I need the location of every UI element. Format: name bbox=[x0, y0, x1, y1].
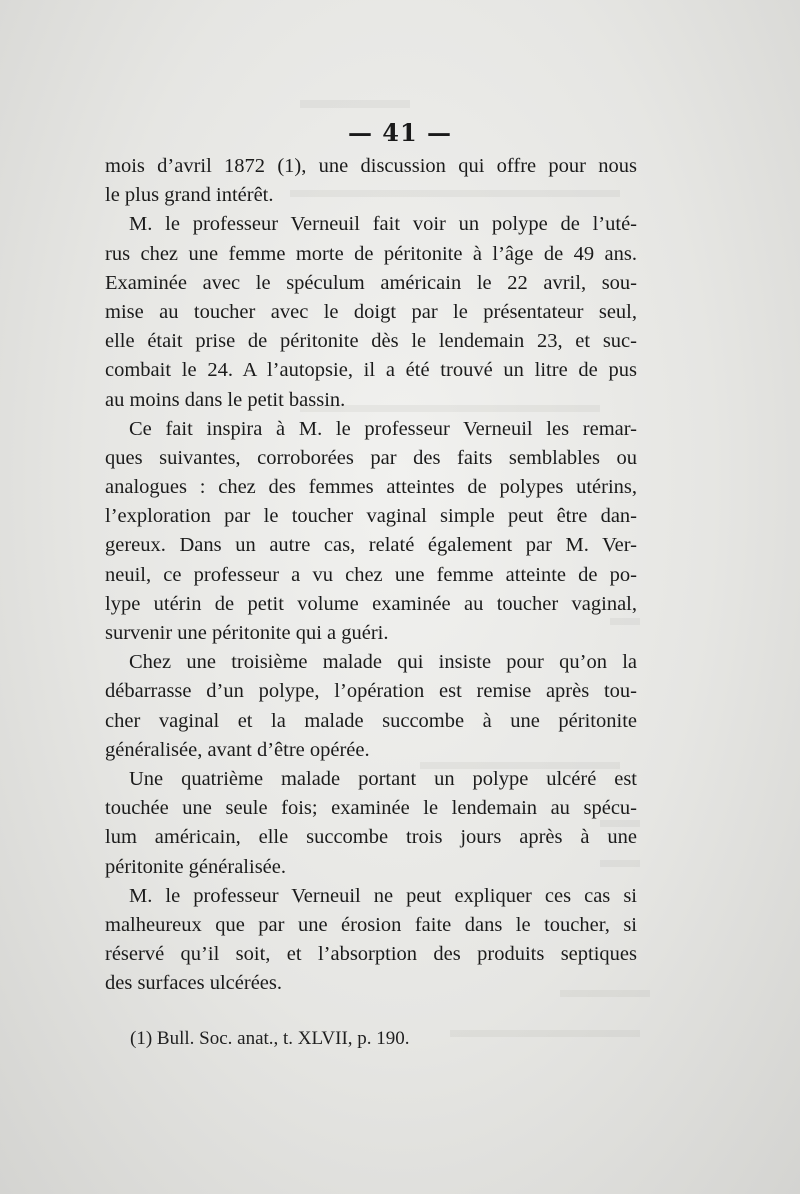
text-line: lype utérin de petit volume examinée au toucher vaginal, bbox=[105, 592, 637, 615]
text-line: lum américain, elle succombe trois jours après à une bbox=[105, 826, 637, 849]
paragraph bbox=[105, 152, 637, 210]
text-line: combait le 24. A l’autopsie, il a été trouvé un litre de pus bbox=[105, 359, 637, 382]
paragraph bbox=[105, 882, 637, 999]
paragraph bbox=[105, 765, 637, 882]
page-number: — 41 — bbox=[347, 118, 453, 147]
text-line: Une quatrième malade portant un polype ulcéré est bbox=[129, 767, 637, 790]
text-line: analogues : chez des femmes atteintes de polypes utérins, bbox=[105, 476, 637, 499]
text-line: M. le professeur Verneuil ne peut expliquer ces cas si bbox=[129, 884, 637, 907]
text-line: Ce fait inspira à M. le professeur Verneuil les remar- bbox=[129, 417, 637, 440]
body-text bbox=[105, 152, 637, 998]
text-line: péritonite généralisée. bbox=[105, 855, 286, 878]
text-line: des surfaces ulcérées. bbox=[105, 972, 283, 995]
text-line: malheureux que par une érosion faite dans le toucher, si bbox=[105, 913, 637, 936]
text-line: gereux. Dans un autre cas, relaté également par M. Ver- bbox=[105, 534, 637, 557]
paragraph bbox=[105, 210, 637, 414]
text-line: touchée une seule fois; examinée le lendemain au spécu- bbox=[105, 797, 637, 820]
text-line: débarrasse d’un polype, l’opération est remise après tou- bbox=[105, 680, 637, 703]
text-line: rus chez une femme morte de péritonite à l’âge de 49 ans. bbox=[105, 242, 637, 265]
text-line: mois d’avril 1872 (1), une discussion qui offre pour nous bbox=[105, 155, 637, 177]
text-line: Examinée avec le spéculum américain le 22 avril, sou- bbox=[105, 271, 637, 294]
text-line: elle était prise de péritonite dès le lendemain 23, et suc- bbox=[105, 330, 637, 353]
text-line: l’exploration par le toucher vaginal simple peut être dan- bbox=[105, 505, 637, 528]
paragraph bbox=[105, 415, 637, 649]
footnote: (1) Bull. Soc. anat., t. XLVII, p. 190. bbox=[130, 1028, 410, 1049]
text-line: généralisée, avant d’être opérée. bbox=[105, 738, 370, 761]
text-line: mise au toucher avec le doigt par le présentateur seul, bbox=[105, 300, 637, 323]
text-line: cher vaginal et la malade succombe à une péritonite bbox=[105, 709, 637, 732]
text-line: M. le professeur Verneuil fait voir un polype de l’uté- bbox=[129, 213, 637, 236]
text-line: survenir une péritonite qui a guéri. bbox=[105, 622, 389, 644]
text-line: réservé qu’il soit, et l’absorption des produits septiques bbox=[105, 943, 637, 966]
text-line: ques suivantes, corroborées par des faits semblables ou bbox=[105, 446, 637, 469]
text-line: le plus grand intérêt. bbox=[105, 184, 274, 207]
paragraph bbox=[105, 648, 637, 765]
text-line: au moins dans le petit bassin. bbox=[105, 388, 346, 411]
text-line: Chez une troisième malade qui insiste pour qu’on la bbox=[129, 651, 637, 674]
text-line: neuil, ce professeur a vu chez une femme atteinte de po- bbox=[105, 563, 637, 586]
